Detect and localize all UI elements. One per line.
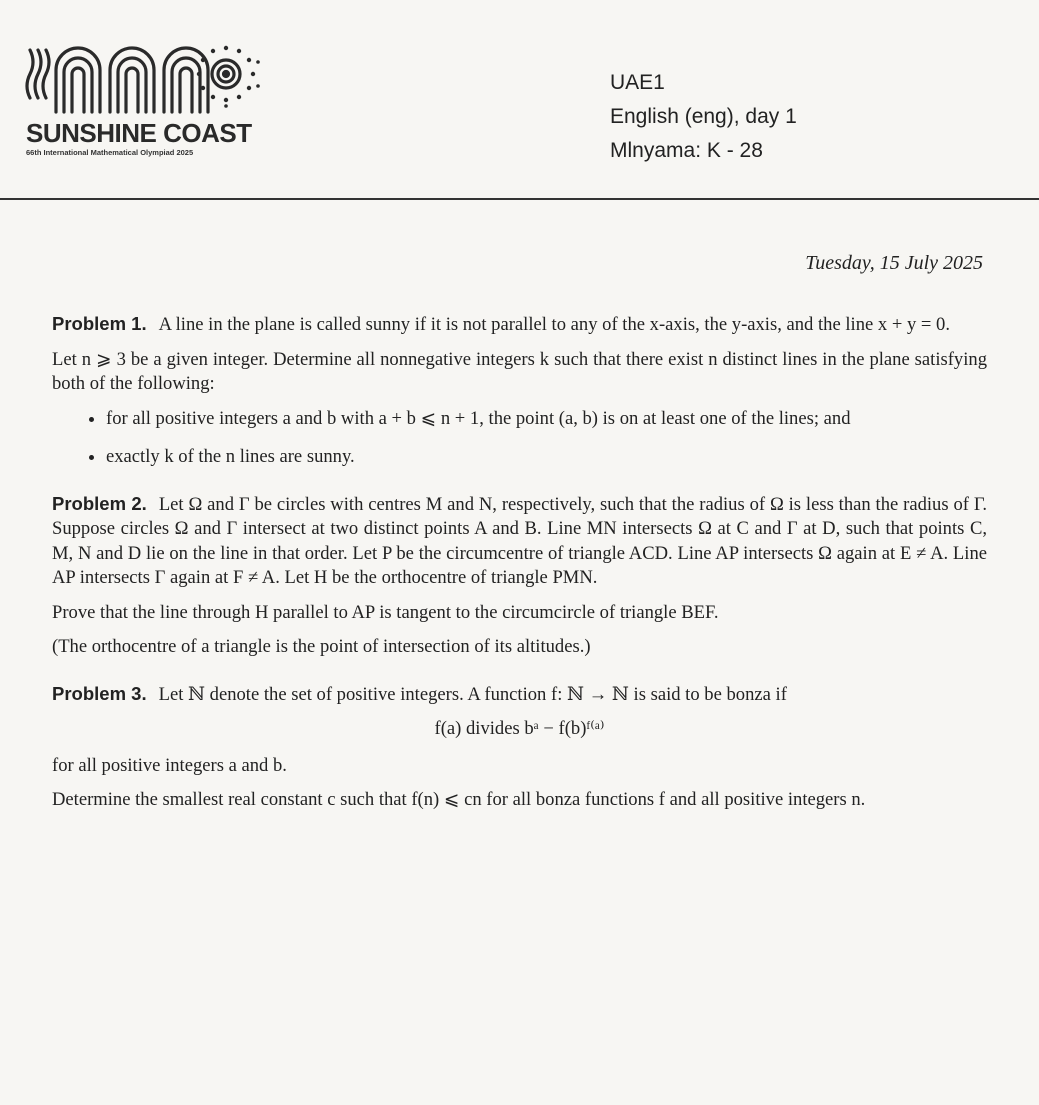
logo-graphic-icon xyxy=(24,40,264,120)
problem-1-condition-1: • for all positive integers a and b with a + b ⩽ n + 1, the point (a, b) is on at least one of the lines; and xyxy=(106,407,987,432)
problems-section xyxy=(52,312,987,835)
problem-2-title: Problem 2. xyxy=(52,492,147,514)
problem-1-statement: Let n ⩾ 3 be a given integer. Determine all nonnegative integers k such that there exist n distinct lines in the plane satisfying both of the following: xyxy=(52,348,987,394)
problem-3-condition: for all positive integers a and b. xyxy=(52,754,287,776)
problem-1-definition: A line in the plane is called sunny if it is not parallel to any of the x-axis, the y-axis, and the line x + y = 0. xyxy=(158,314,950,335)
problem-2-note: (The orthocentre of a triangle is the point of intersection of its altitudes.) xyxy=(52,636,591,657)
logo-title: SUNSHINE COAST xyxy=(26,118,252,148)
header-divider xyxy=(0,198,1039,200)
problem-1-conditions xyxy=(52,407,987,470)
problem-2-statement: Prove that the line through H parallel to AP is tangent to the circumcircle of triangle BEF. xyxy=(52,601,719,623)
meta-contestant-id: Mlnyama: K - 28 xyxy=(610,139,763,162)
problem-1-condition-2: • exactly k of the n lines are sunny. xyxy=(106,445,987,470)
problem-3-title: Problem 3. xyxy=(52,682,147,704)
meta-language-day: English (eng), day 1 xyxy=(610,105,797,128)
exam-date: Tuesday, 15 July 2025 xyxy=(805,252,983,274)
problem-3-statement: Determine the smallest real constant c such that f(n) ⩽ cn for all bonza functions f and all positive integers n. xyxy=(52,789,866,810)
problem-2 xyxy=(52,492,987,660)
problem-3 xyxy=(52,682,987,813)
header-meta xyxy=(610,66,797,168)
problem-3-definition: Let ℕ denote the set of positive integers. A function f: ℕ → ℕ is said to be bonza if xyxy=(158,683,787,705)
logo-subtitle: 66th International Mathematical Olympiad 2025 xyxy=(26,148,194,157)
imo-logo xyxy=(24,40,264,160)
meta-country-code: UAE1 xyxy=(610,71,665,94)
problem-1-title: Problem 1. xyxy=(52,313,147,334)
problem-1 xyxy=(52,312,987,470)
problem-3-formula: f(a) divides bᵃ − f(b)ᶠ⁽ᵃ⁾ xyxy=(434,718,605,739)
page-header xyxy=(0,0,1039,205)
problem-2-setup: Let Ω and Γ be circles with centres M and N, respectively, such that the radius of Ω is less than the radius of Γ. Suppose circles Ω and Γ intersect at two distinct points A and B. Line MN intersects Ω at C and Γ at D, such that points C, M, N and D lie on the line in that order. Let P be the circumcentre of triangle ACD. Line AP intersects Ω again at E ≠ A. Line AP intersects Γ again at F ≠ A. Let H be the orthocentre of triangle PMN. xyxy=(52,493,987,588)
